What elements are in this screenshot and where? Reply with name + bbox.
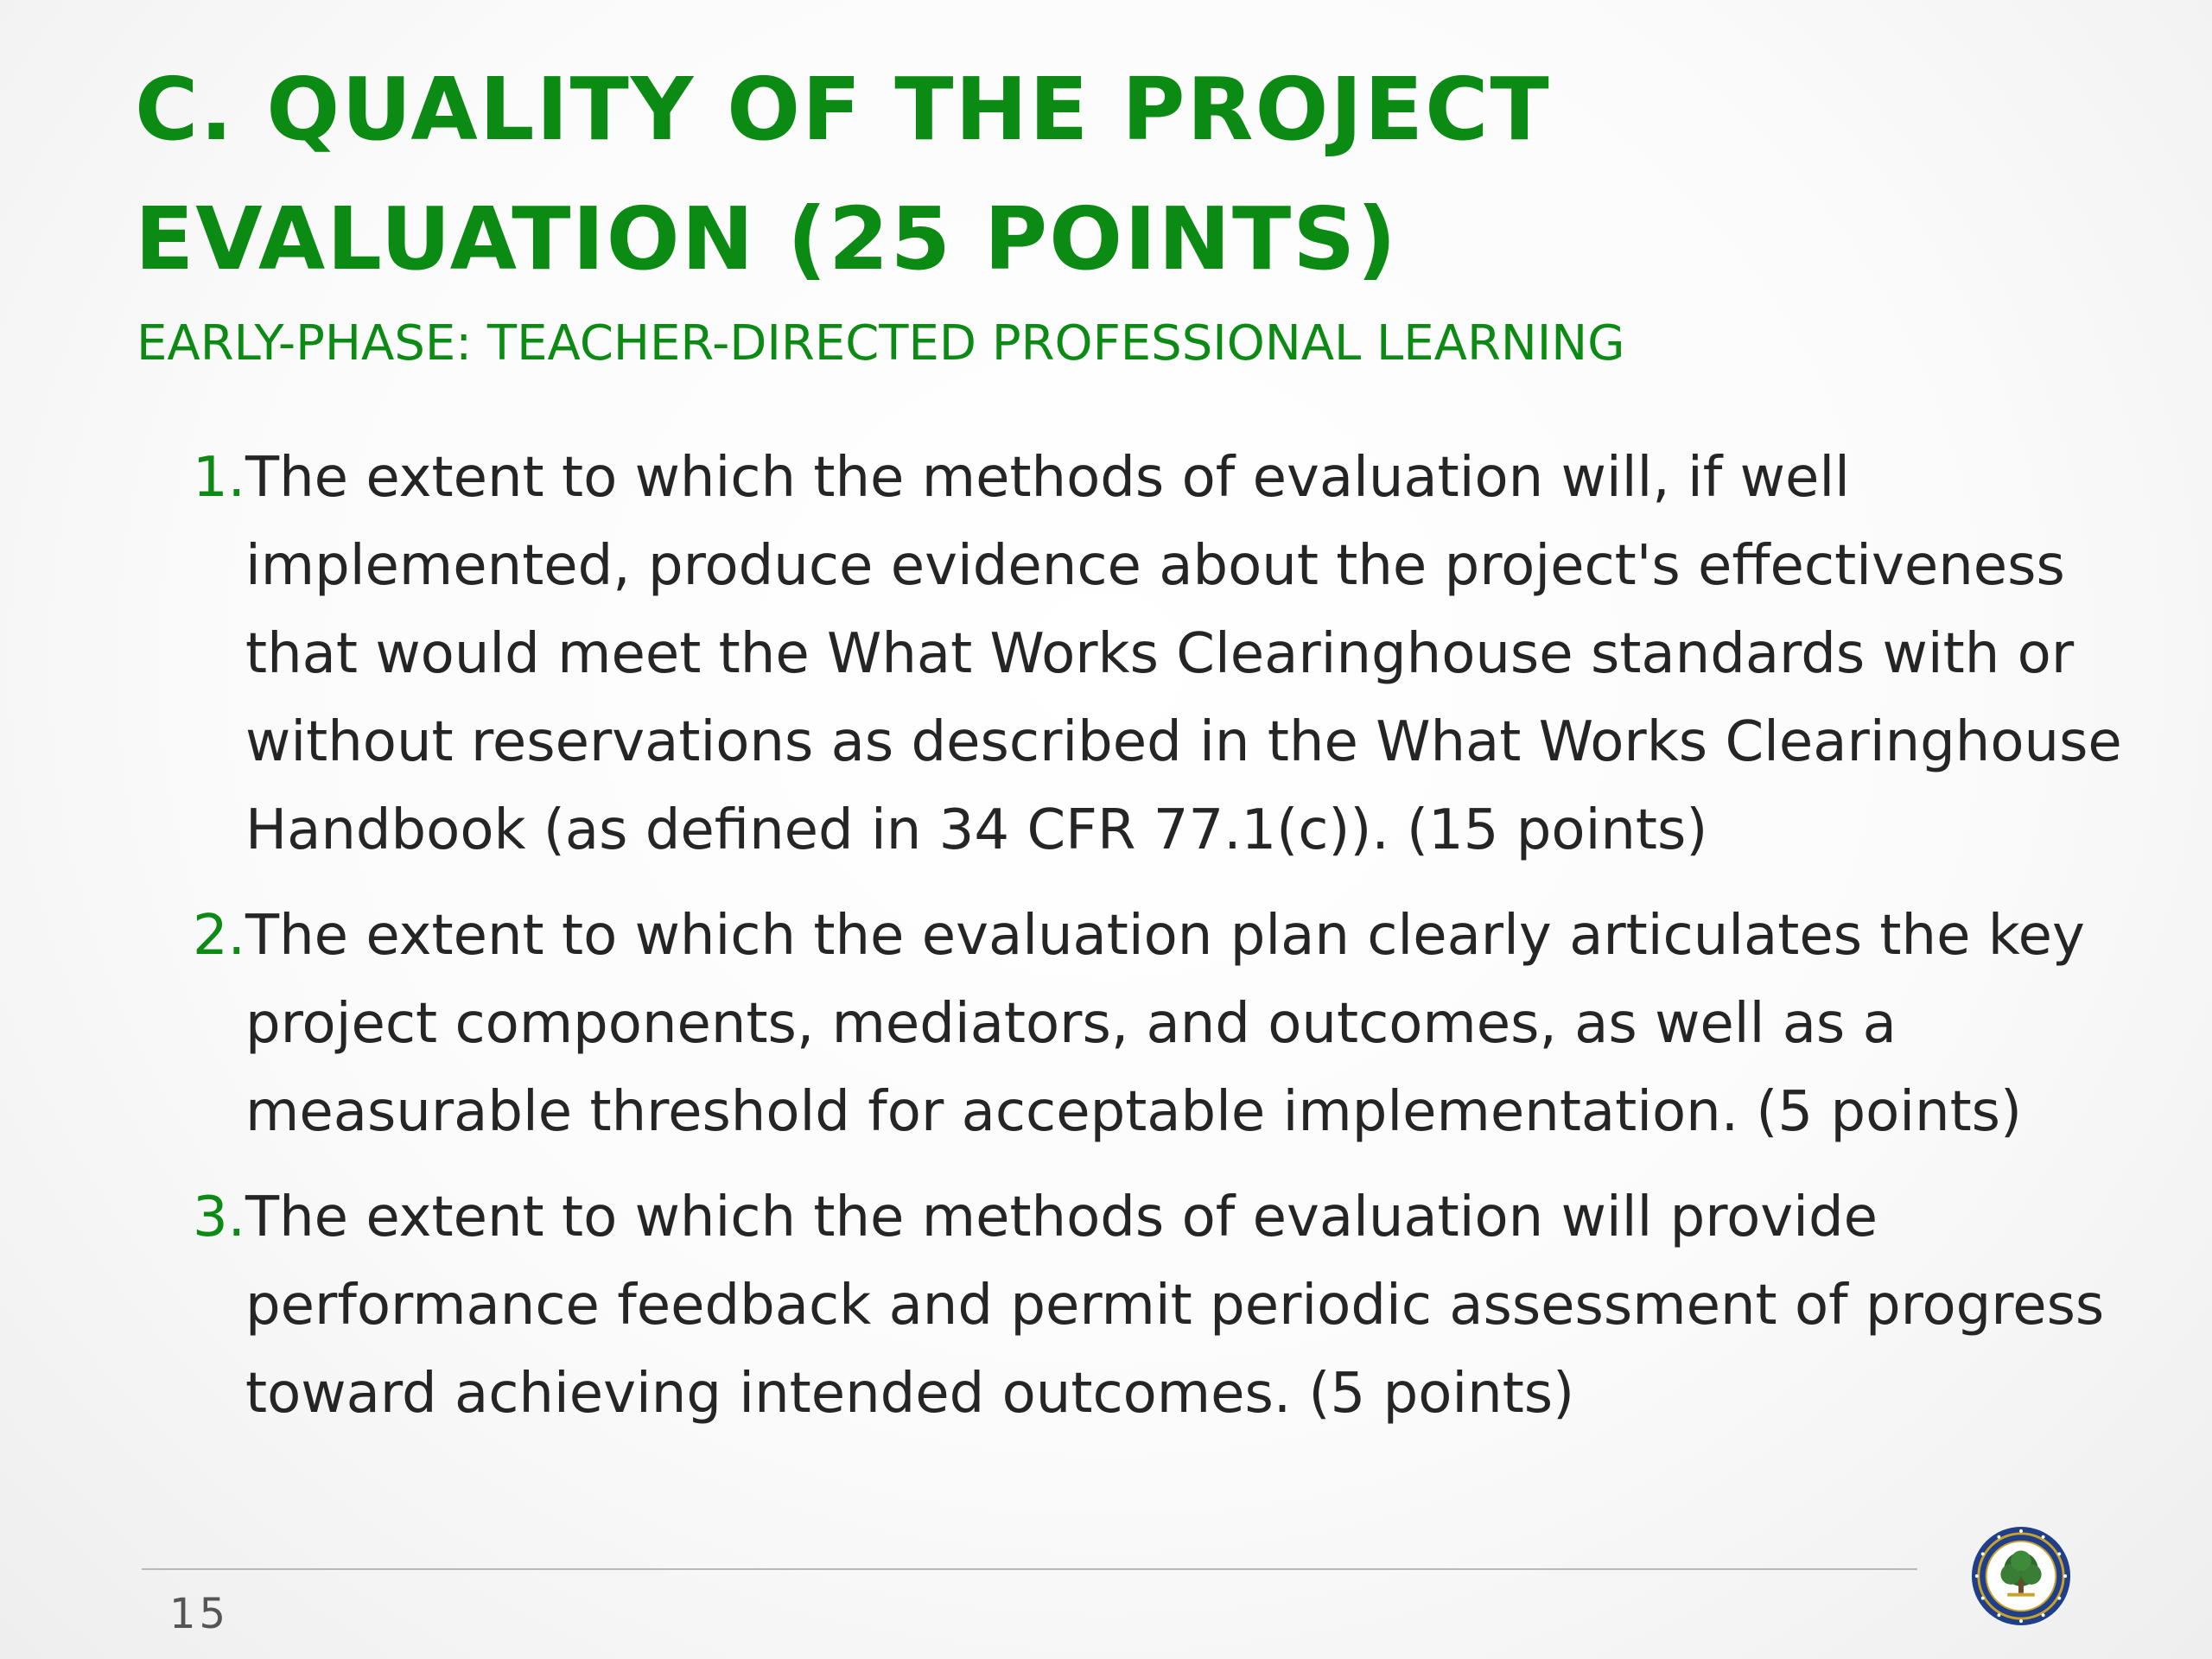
criterion-number: 1. <box>192 446 245 510</box>
page-number: 15 <box>169 1590 230 1638</box>
slide-subtitle: EARLY-PHASE: TEACHER-DIRECTED PROFESSIONAL LEARNING <box>137 315 1625 372</box>
criterion-number: 3. <box>192 1185 245 1249</box>
criterion-text: The extent to which the methods of evaluation will, if well implemented, produce evidence about the project's effectiveness that would meet the What Works Clearinghouse standards with or without reservations as described in the What Works Clearinghouse Handbook (as defined in 34 CFR 77.1(c)). (15 points) <box>245 446 2122 862</box>
criterion-item <box>147 1173 2152 1438</box>
criterion-number-wrap <box>147 892 245 980</box>
criterion-text: The extent to which the methods of evaluation will provide performance feedback and permit periodic assessment of progress toward achieving intended outcomes. (5 points) <box>245 1185 2105 1426</box>
criterion-number: 2. <box>192 904 245 968</box>
criterion-item <box>147 434 2152 874</box>
criterion-item <box>147 892 2152 1156</box>
slide-title: C. QUALITY OF THE PROJECT EVALUATION (25 POINTS) <box>135 59 1551 289</box>
criterion-number-wrap <box>147 434 245 522</box>
department-of-education-seal-icon <box>1970 1525 2072 1627</box>
criterion-text: The extent to which the evaluation plan clearly articulates the key project components, mediators, and outcomes, as well as a measurable threshold for acceptable implementation. (5 points) <box>245 904 2085 1144</box>
criterion-number-wrap <box>147 1173 245 1262</box>
criteria-list <box>147 434 2152 1455</box>
footer-divider <box>142 1568 1917 1570</box>
